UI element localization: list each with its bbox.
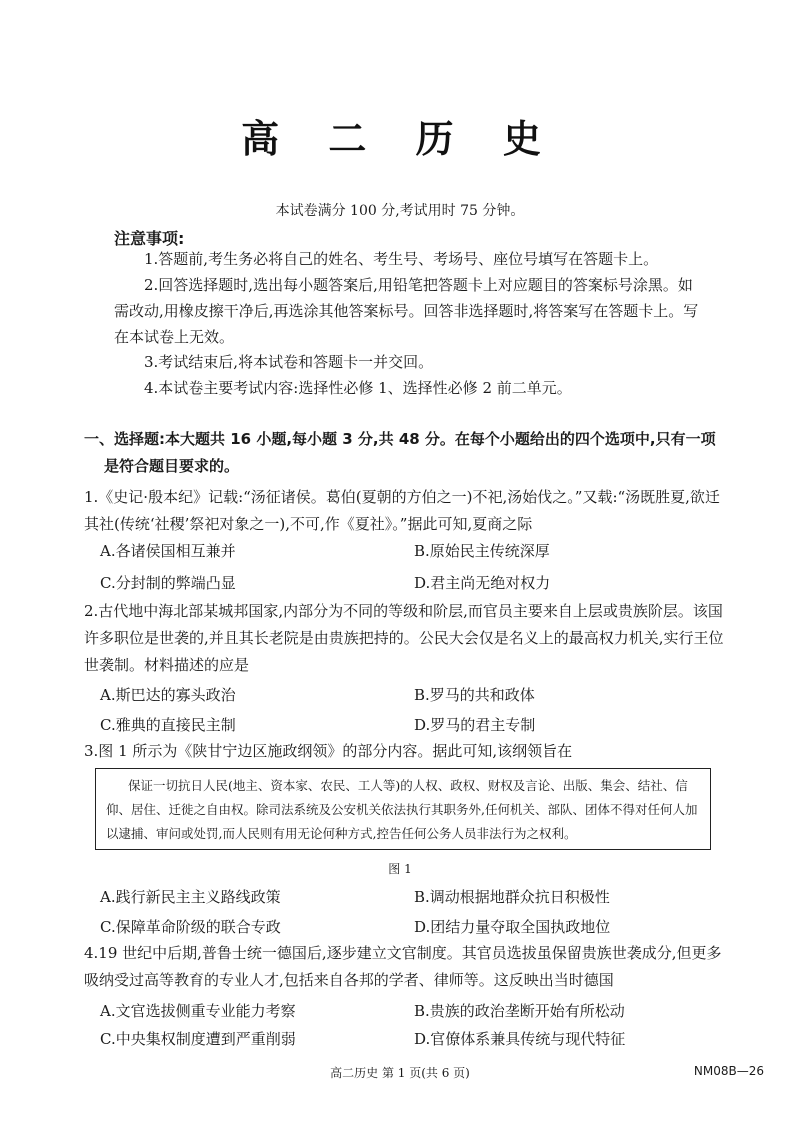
figure-box: 保证一切抗日人民(地主、资本家、农民、工人等)的人权、政权、财权及言论、出版、集会、结社、信仰、居住、迁徙之自由权。除司法系统及公安机关依法执行其职务外,任何机关、部队、团体不得对任何人加以逮捕、审问或处罚,而人民则有用无论何种方式,控告任何公务人员非法行为之权利。 <box>95 768 711 850</box>
option: C.雅典的直接民主制 <box>100 716 236 734</box>
option: A.文官选拔侧重专业能力考察 <box>100 1002 296 1020</box>
section-heading <box>84 426 724 480</box>
exam-title: 高 二 历 史 <box>241 117 559 161</box>
page-footer: 高二历史 第 1 页(共 6 页) <box>330 1066 470 1080</box>
question-stem: 1.《史记·殷本纪》记载:“汤征诸侯。葛伯(夏朝的方伯之一)不祀,汤始伐之。”又载:“汤既胜夏,欲迁其社(传统‘社稷’祭祀对象之一),不可,作《夏社》。”据此可知,夏商之际 <box>84 488 720 533</box>
question-stem: 3.图 1 所示为《陕甘宁边区施政纲领》的部分内容。据此可知,该纲领旨在 <box>84 742 573 760</box>
figure-caption: 图 1 <box>388 862 412 876</box>
section-heading-line: 一、选择题:本大题共 16 小题,每小题 3 分,共 48 分。在每个小题给出的四个选项中,只有一项 <box>84 430 716 448</box>
option: B.贵族的政治垄断开始有所松动 <box>414 1002 625 1020</box>
question-stem: 4.19 世纪中后期,普鲁士统一德国后,逐步建立文官制度。其官员选拔虽保留贵族世袭成分,但更多吸纳受过高等教育的专业人才,包括来自各邦的学者、律师等。这反映出当时德国 <box>84 944 722 989</box>
option: D.罗马的君主专制 <box>414 716 536 734</box>
notice-heading: 注意事项: <box>114 229 185 248</box>
notice-item: 2.回答选择题时,选出每小题答案后,用铅笔把答题卡上对应题目的答案标号涂黑。如需改动,用橡皮擦干净后,再选涂其他答案标号。回答非选择题时,将答案写在答题卡上。写在本试卷上无效。 <box>114 276 699 346</box>
exam-info: 本试卷满分 100 分,考试用时 75 分钟。 <box>275 203 525 219</box>
notice-item: 4.本试卷主要考试内容:选择性必修 1、选择性必修 2 前二单元。 <box>144 379 572 397</box>
question-stem: 2.古代地中海北部某城邦国家,内部分为不同的等级和阶层,而官员主要来自上层或贵族阶层。该国许多职位是世袭的,并且其长老院是由贵族把持的。公民大会仅是名义上的最高权力机关,实行王位世袭制。材料描述的应是 <box>84 602 724 674</box>
option: A.践行新民主主义路线政策 <box>100 888 281 906</box>
option: D.君主尚无绝对权力 <box>414 574 551 592</box>
option: D.团结力量夺取全国执政地位 <box>414 918 611 936</box>
option: A.斯巴达的寡头政治 <box>100 686 236 704</box>
option: A.各诸侯国相互兼并 <box>100 542 236 560</box>
notice-item: 1.答题前,考生务必将自己的姓名、考生号、考场号、座位号填写在答题卡上。 <box>144 250 659 268</box>
notice-item: 3.考试结束后,将本试卷和答题卡一并交回。 <box>144 353 434 371</box>
option: C.中央集权制度遭到严重削弱 <box>100 1030 296 1048</box>
option: B.罗马的共和政体 <box>414 686 535 704</box>
option: B.调动根据地群众抗日积极性 <box>414 888 610 906</box>
option: C.保障革命阶级的联合专政 <box>100 918 281 936</box>
option: D.官僚体系兼具传统与现代特征 <box>414 1030 626 1048</box>
paper-code: NM08B—26 <box>693 1064 764 1078</box>
section-heading-line: 是符合题目要求的。 <box>104 457 240 475</box>
option: C.分封制的弊端凸显 <box>100 574 236 592</box>
option: B.原始民主传统深厚 <box>414 542 550 560</box>
